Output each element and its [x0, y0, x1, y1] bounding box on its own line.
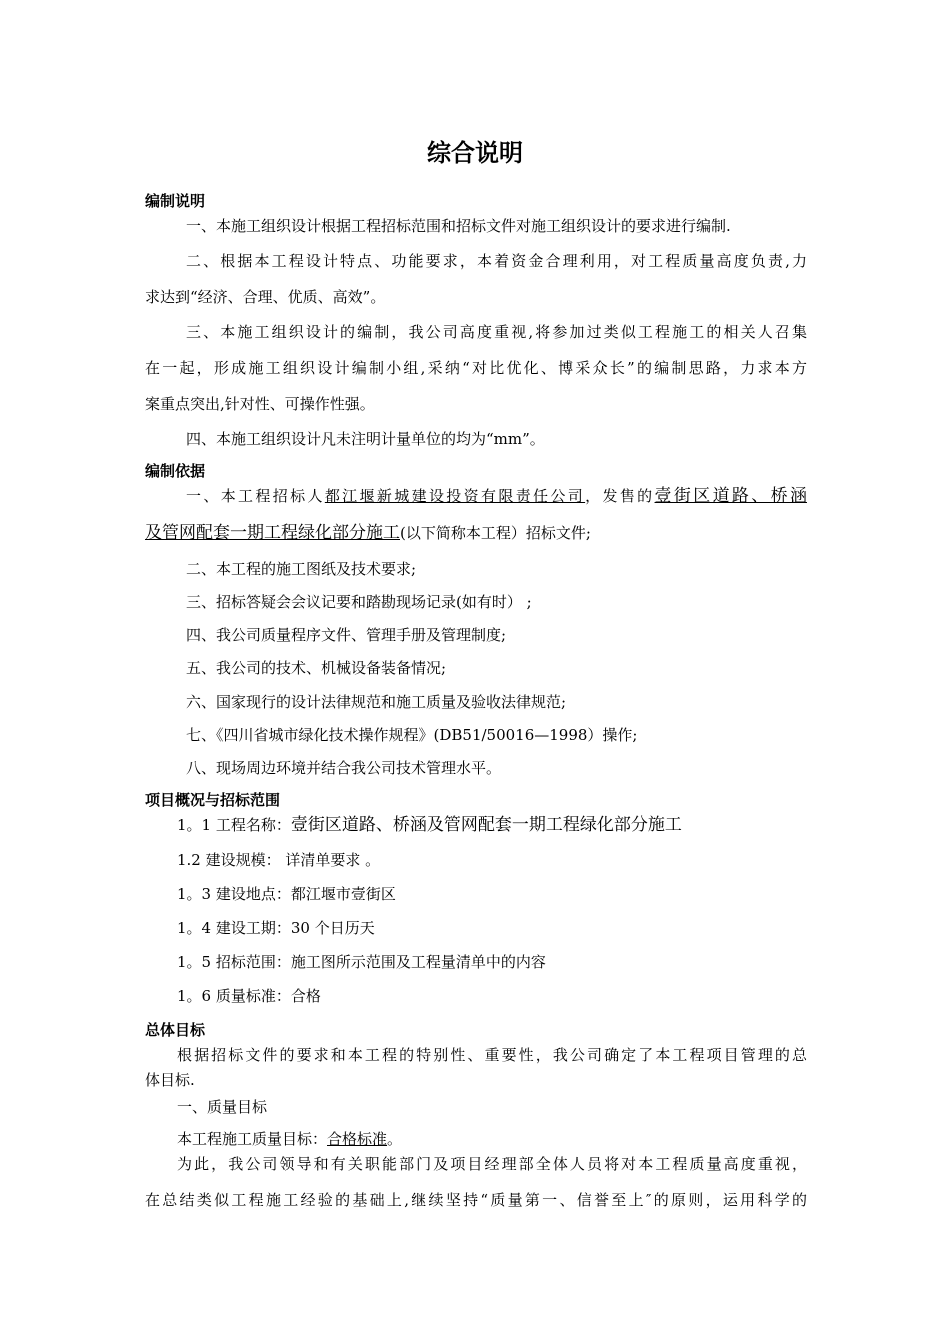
paragraph-fragment: (以下简称本工程）招标文件;: [400, 524, 591, 542]
paragraph-line: 三、本施工组织设计的编制，我公司高度重视,将参加过类似工程施工的相关人召集: [186, 323, 807, 341]
paragraph-line: 在一起，形成施工组织设计编制小组,采纳“对比优化、博采众长”的编制思路，力求本方: [145, 359, 807, 377]
paragraph-line: 根据招标文件的要求和本工程的特别性、重要性，我公司确定了本工程项目管理的总: [177, 1046, 807, 1064]
overview-row: 1。4 建设工期：30 个日历天: [177, 919, 375, 937]
paragraph-line: 求达到“经济、合理、优质、高效”。: [145, 288, 386, 306]
section-heading-project-overview: 项目概况与招标范围: [145, 791, 281, 809]
overview-row: 1.2 建设规模： 详清单要求 。: [177, 851, 381, 869]
overview-value: 壹街区道路、桥涵及管网配套一期工程绿化部分施工: [290, 815, 682, 835]
document-title: 综合说明: [427, 139, 523, 167]
list-item: 三、招标答疑会会议记要和踏勘现场记录(如有时） ;: [186, 593, 532, 611]
list-item: 七、《四川省城市绿化技术操作规程》(DB51/50016—1998）操作;: [186, 726, 638, 744]
paragraph-line: [186, 486, 807, 506]
paragraph-fragment: 。: [387, 1130, 403, 1148]
subheading: 一、质量目标: [177, 1098, 268, 1116]
list-item: 八、现场周边环境并结合我公司技术管理水平。: [186, 759, 502, 777]
paragraph-line: [145, 523, 591, 543]
section-heading-overall-goals: 总体目标: [145, 1021, 206, 1039]
list-item: 五、我公司的技术、机械设备装备情况;: [186, 659, 447, 677]
paragraph-line: 四、本施工组织设计凡未注明计量单位的均为“mm”。: [186, 430, 545, 448]
section-heading-compilation-notes: 编制说明: [145, 192, 206, 210]
list-item: 二、本工程的施工图纸及技术要求;: [186, 560, 417, 578]
quality-target-value: 合格标准: [327, 1130, 388, 1148]
paragraph-fragment: 一、本工程招标人: [186, 487, 325, 505]
overview-row: 1。6 质量标准：合格: [177, 987, 321, 1005]
paragraph-fragment: ，发售的: [585, 487, 655, 505]
list-item: 四、我公司质量程序文件、管理手册及管理制度;: [186, 626, 507, 644]
project-name: 及管网配套一期工程绿化部分施工: [145, 523, 400, 543]
overview-row: [177, 815, 682, 835]
list-item: 六、国家现行的设计法律规范和施工质量及验收法律规范;: [186, 693, 567, 711]
paragraph-line: [177, 1129, 402, 1149]
overview-row: 1。3 建设地点：都江堰市壹街区: [177, 885, 396, 903]
paragraph-line: 一、本施工组织设计根据工程招标范围和招标文件对施工组织设计的要求进行编制.: [186, 217, 731, 235]
paragraph-line: 为此，我公司领导和有关职能部门及项目经理部全体人员将对本工程质量高度重视，: [177, 1155, 807, 1173]
overview-row: 1。5 招标范围：施工图所示范围及工程量清单中的内容: [177, 953, 546, 971]
section-heading-compilation-basis: 编制依据: [145, 462, 206, 480]
tenderer-company-name: 都江堰新城建设投资有限责任公司: [324, 487, 586, 505]
paragraph-fragment: 本工程施工质量目标：: [177, 1130, 328, 1148]
overview-label: 1。1 工程名称：: [177, 816, 291, 834]
paragraph-line: 在总结类似工程施工经验的基础上,继续坚持“质量第一、信誉至上″的原则，运用科学的: [145, 1191, 807, 1209]
project-name: 壹街区道路、桥涵: [654, 486, 807, 506]
paragraph-line: 体目标.: [145, 1071, 195, 1089]
paragraph-line: 二、根据本工程设计特点、功能要求，本着资金合理利用，对工程质量高度负责,力: [186, 252, 807, 270]
paragraph-line: 案重点突出,针对性、可操作性强。: [145, 395, 375, 413]
